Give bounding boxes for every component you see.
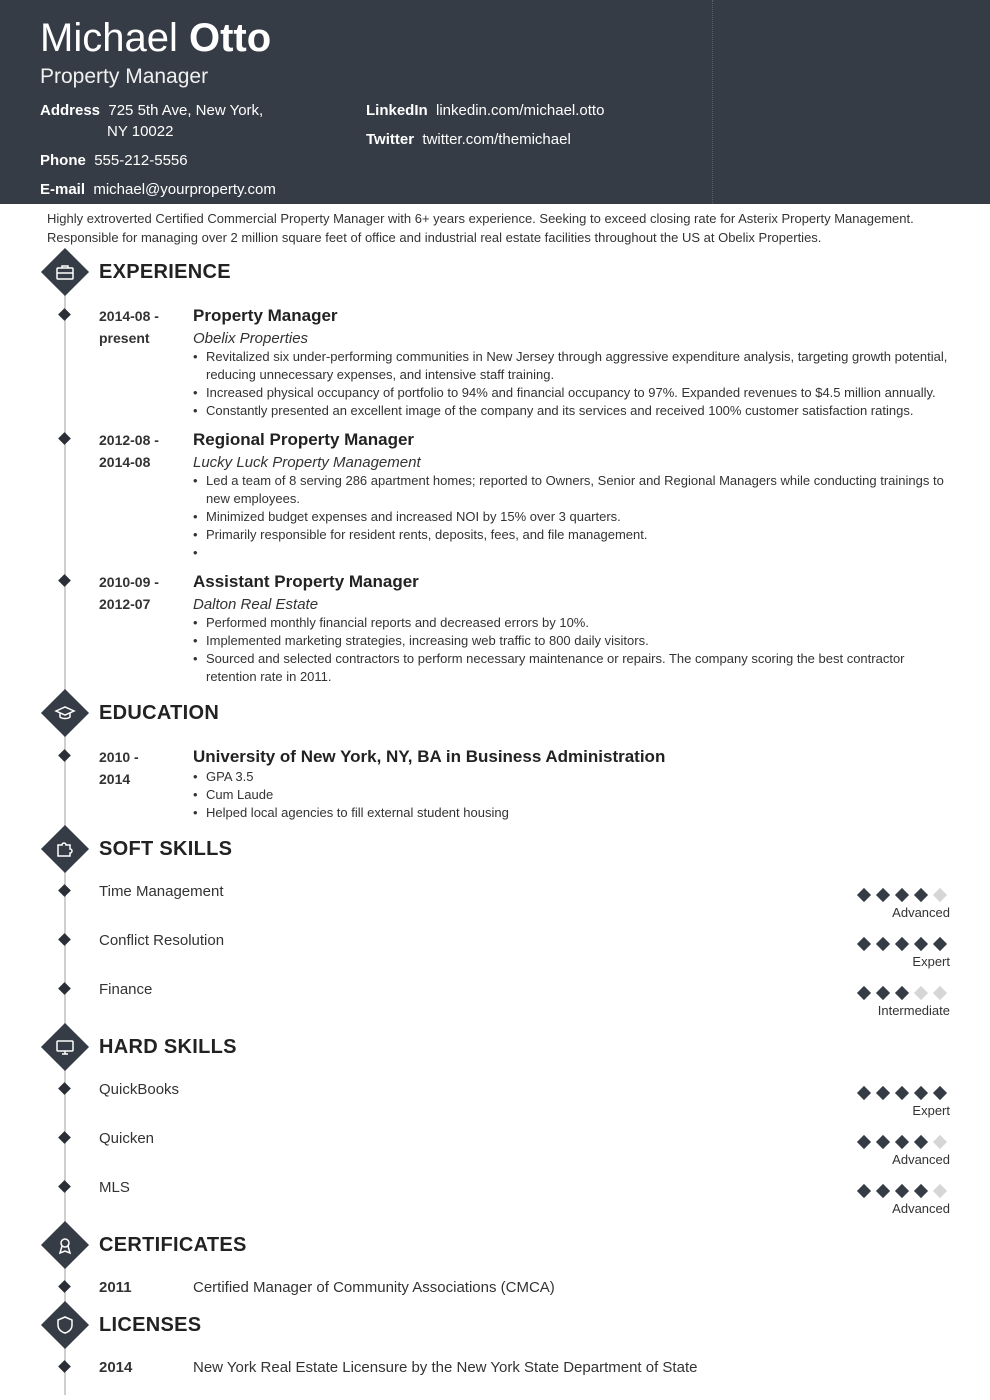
experience-role: Property Manager: [193, 306, 338, 325]
skill-name: Finance: [99, 981, 153, 998]
experience-company: Lucky Luck Property Management: [193, 454, 421, 471]
list-item: • Increased physical occupancy of portfolio to 94% and financial occupancy to 97%. Expanded revenues to $4.5 million annually.: [193, 384, 953, 402]
twitter-row: [366, 129, 571, 150]
summary-text: Highly extroverted Certified Commercial Property Manager with 6+ years experience. Seeking to exceed closing rate for Asterix Property Management. Responsible for managing over 2 million square feet of office and industrial real estate facilities throughout the US at Obelix Properties.: [47, 211, 914, 245]
list-item: • Led a team of 8 serving 286 apartment homes; reported to Owners, Senior and Regional Managers while conducting trainings to new employees.: [193, 472, 953, 508]
section-title-licenses: LICENSES: [99, 1314, 202, 1336]
rating-diamond-empty: [933, 986, 947, 1000]
rating-diamond-filled: [933, 1086, 947, 1100]
list-item: • Helped local agencies to fill external student housing: [193, 804, 953, 822]
rating-diamond-filled: [914, 1086, 928, 1100]
phone-row: [40, 150, 188, 171]
rating-diamond-filled: [876, 937, 890, 951]
linkedin-link[interactable]: linkedin.com/michael.otto: [436, 102, 605, 119]
full-name: [40, 14, 271, 62]
briefcase-icon: [41, 248, 89, 296]
skill-name: Quicken: [99, 1130, 155, 1147]
rating-diamond-filled: [876, 1135, 890, 1149]
timeline-dot: [58, 1180, 71, 1193]
list-item: [193, 544, 953, 562]
rating-diamond-filled: [914, 1184, 928, 1198]
skill-level: Expert: [912, 954, 950, 969]
address-row: [40, 100, 263, 121]
education-bullets: [193, 768, 953, 822]
phone-label: Phone: [40, 152, 86, 169]
rating-diamond-filled: [895, 986, 909, 1000]
skill-name: Time Management: [99, 883, 224, 900]
rating-diamond-filled: [914, 888, 928, 902]
timeline-dot: [58, 749, 71, 762]
timeline-dot: [58, 574, 71, 587]
list-item: • Primarily responsible for resident rents, deposits, fees, and file management.: [193, 526, 953, 544]
section-title-certificates: CERTIFICATES: [99, 1234, 247, 1256]
list-item: • Implemented marketing strategies, increasing web traffic to 800 daily visitors.: [193, 632, 953, 650]
rating-diamond-filled: [857, 937, 871, 951]
rating-diamond-empty: [933, 888, 947, 902]
last-name: Otto: [188, 16, 272, 60]
certificate-year: 2011: [99, 1279, 132, 1296]
experience-company: Obelix Properties: [193, 330, 309, 347]
experience-date: 2012-08 - 2014-08: [99, 432, 159, 470]
rating-diamond-filled: [914, 937, 928, 951]
education-date: 2010 - 2014: [99, 749, 139, 787]
rating-diamond-filled: [857, 888, 871, 902]
rating-diamond-empty: [933, 1184, 947, 1198]
skill-level: Expert: [912, 1103, 950, 1118]
email-label: E-mail: [40, 181, 86, 198]
linkedin-row: [366, 100, 604, 121]
skill-name: QuickBooks: [99, 1081, 180, 1098]
timeline-dot: [58, 308, 71, 321]
linkedin-label: LinkedIn: [366, 102, 428, 119]
list-item: • Cum Laude: [193, 786, 953, 804]
list-item: • Sourced and selected contractors to perform necessary maintenance or repairs. The company scoring the best contractor retention rate in 2011.: [193, 650, 953, 686]
list-item: • Performed monthly financial reports and decreased errors by 10%.: [193, 614, 953, 632]
section-title-soft-skills: SOFT SKILLS: [99, 838, 233, 860]
timeline-dot: [58, 982, 71, 995]
skill-rating: [856, 936, 950, 952]
address-label: Address: [40, 102, 101, 119]
address-line2: NY 10022: [107, 123, 174, 140]
list-item: • Revitalized six under-performing communities in New Jersey through aggressive expenditure analysis, targeting growth potential, reducing unnecessary expenses, and intensive staff training.: [193, 348, 953, 384]
section-title-hard-skills: HARD SKILLS: [99, 1036, 237, 1058]
timeline-dot: [58, 1131, 71, 1144]
experience-role: Assistant Property Manager: [193, 572, 419, 591]
shield-icon: [41, 1301, 89, 1349]
rating-diamond-filled: [895, 937, 909, 951]
phone-value[interactable]: 555-212-5556: [94, 152, 188, 169]
rating-diamond-filled: [895, 1086, 909, 1100]
timeline-dot: [58, 1082, 71, 1095]
rating-diamond-filled: [933, 937, 947, 951]
email-link[interactable]: michael@yourproperty.com: [93, 181, 276, 198]
timeline-dot: [58, 432, 71, 445]
experience-date: 2014-08 - present: [99, 308, 159, 346]
rating-diamond-filled: [876, 888, 890, 902]
rating-diamond-filled: [895, 1135, 909, 1149]
rating-diamond-filled: [876, 1184, 890, 1198]
experience-bullets: [193, 348, 953, 420]
award-icon: [41, 1221, 89, 1269]
first-name: Michael: [40, 16, 178, 60]
skill-rating: [856, 887, 950, 903]
skill-name: Conflict Resolution: [99, 932, 225, 949]
rating-diamond-filled: [895, 888, 909, 902]
skill-name: MLS: [99, 1179, 130, 1196]
section-title-education: EDUCATION: [99, 702, 220, 724]
timeline-dot: [58, 933, 71, 946]
puzzle-icon: [41, 825, 89, 873]
list-item: • Constantly presented an excellent image of the company and its services and received 100% customer satisfaction ratings.: [193, 402, 953, 420]
timeline-dot: [58, 1360, 71, 1373]
rating-diamond-empty: [914, 986, 928, 1000]
header-divider: [712, 0, 713, 204]
education-degree: University of New York, NY, BA in Business Administration: [193, 747, 666, 766]
resume-header: [0, 0, 990, 204]
monitor-icon: [41, 1023, 89, 1071]
timeline-dot: [58, 884, 71, 897]
skill-level: Advanced: [892, 1152, 950, 1167]
skill-level: Intermediate: [877, 1003, 950, 1018]
rating-diamond-filled: [914, 1135, 928, 1149]
skill-rating: [856, 985, 950, 1001]
job-title: Property Manager: [40, 65, 209, 88]
address-line1: 725 5th Ave, New York,: [108, 102, 264, 119]
section-title-experience: EXPERIENCE: [99, 261, 231, 283]
experience-date: 2010-09 - 2012-07: [99, 574, 159, 612]
rating-diamond-filled: [857, 986, 871, 1000]
twitter-label: Twitter: [366, 131, 415, 148]
rating-diamond-filled: [895, 1184, 909, 1198]
twitter-link[interactable]: twitter.com/themichael: [422, 131, 571, 148]
skill-level: Advanced: [892, 905, 950, 920]
timeline-dot: [58, 1280, 71, 1293]
certificate-name: Certified Manager of Community Associations (CMCA): [193, 1279, 555, 1296]
skill-rating: [856, 1085, 950, 1101]
list-item: • Minimized budget expenses and increased NOI by 15% over 3 quarters.: [193, 508, 953, 526]
experience-company: Dalton Real Estate: [193, 596, 319, 613]
rating-diamond-filled: [857, 1135, 871, 1149]
experience-bullets: [193, 472, 953, 562]
license-year: 2014: [99, 1359, 133, 1376]
rating-diamond-filled: [857, 1184, 871, 1198]
skill-rating: [856, 1183, 950, 1199]
rating-diamond-filled: [857, 1086, 871, 1100]
rating-diamond-filled: [876, 986, 890, 1000]
skill-rating: [856, 1134, 950, 1150]
graduation-cap-icon: [41, 689, 89, 737]
email-row: [40, 179, 276, 200]
experience-role: Regional Property Manager: [193, 430, 415, 449]
license-name: New York Real Estate Licensure by the New York State Department of State: [193, 1359, 698, 1376]
experience-bullets: [193, 614, 953, 686]
skill-level: Advanced: [892, 1201, 950, 1216]
rating-diamond-empty: [933, 1135, 947, 1149]
rating-diamond-filled: [876, 1086, 890, 1100]
list-item: • GPA 3.5: [193, 768, 953, 786]
